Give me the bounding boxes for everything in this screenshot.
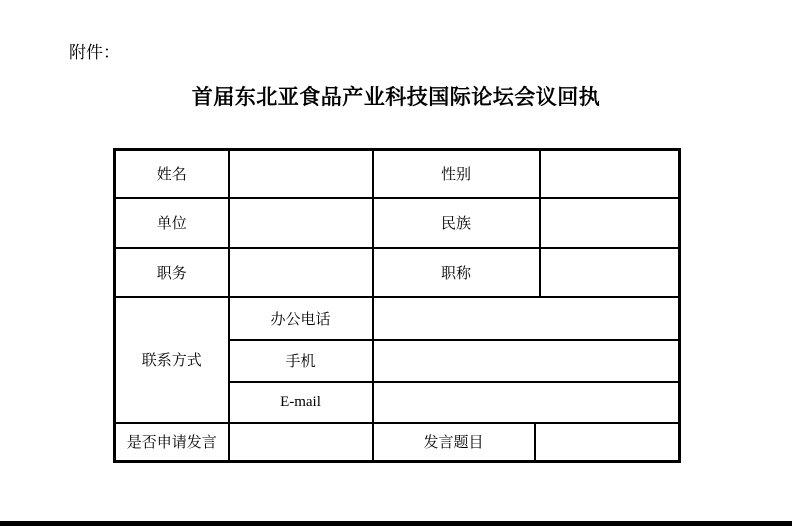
professional-title-label-cell: 职称: [373, 248, 540, 297]
table-row-organization-ethnicity: [115, 198, 680, 248]
organization-value-cell[interactable]: [229, 198, 373, 248]
position-value-cell[interactable]: [229, 248, 373, 297]
name-value-cell[interactable]: [229, 150, 373, 198]
table-row-office-phone: [115, 297, 680, 340]
speech-topic-value-cell[interactable]: [535, 423, 680, 462]
mobile-phone-value-cell[interactable]: [373, 340, 680, 382]
table-row-speech: [115, 423, 680, 462]
form-title: 首届东北亚食品产业科技国际论坛会议回执: [191, 85, 601, 109]
email-label-cell: E-mail: [229, 382, 373, 423]
professional-title-value-cell[interactable]: [540, 248, 680, 297]
mobile-phone-label-cell: 手机: [229, 340, 373, 382]
email-value-cell[interactable]: [373, 382, 680, 423]
office-phone-label-cell: 办公电话: [229, 297, 373, 340]
speech-request-label-cell: 是否申请发言: [115, 423, 229, 462]
contact-info-label-cell: 联系方式: [115, 297, 229, 423]
position-label-cell: 职务: [115, 248, 229, 297]
organization-label-cell: 单位: [115, 198, 229, 248]
speech-topic-label-cell: 发言题目: [373, 423, 535, 462]
ethnicity-value-cell[interactable]: [540, 198, 680, 248]
speech-request-value-cell[interactable]: [229, 423, 373, 462]
ethnicity-label-cell: 民族: [373, 198, 540, 248]
office-phone-value-cell[interactable]: [373, 297, 680, 340]
gender-label-cell: 性别: [373, 150, 540, 198]
table-row-position-title: [115, 248, 680, 297]
reply-form-table: [113, 148, 681, 463]
gender-value-cell[interactable]: [540, 150, 680, 198]
name-label-cell: 姓名: [115, 150, 229, 198]
attachment-label: 附件：: [69, 43, 120, 62]
window-bottom-edge: [0, 521, 792, 526]
table-row-name-gender: [115, 150, 680, 198]
